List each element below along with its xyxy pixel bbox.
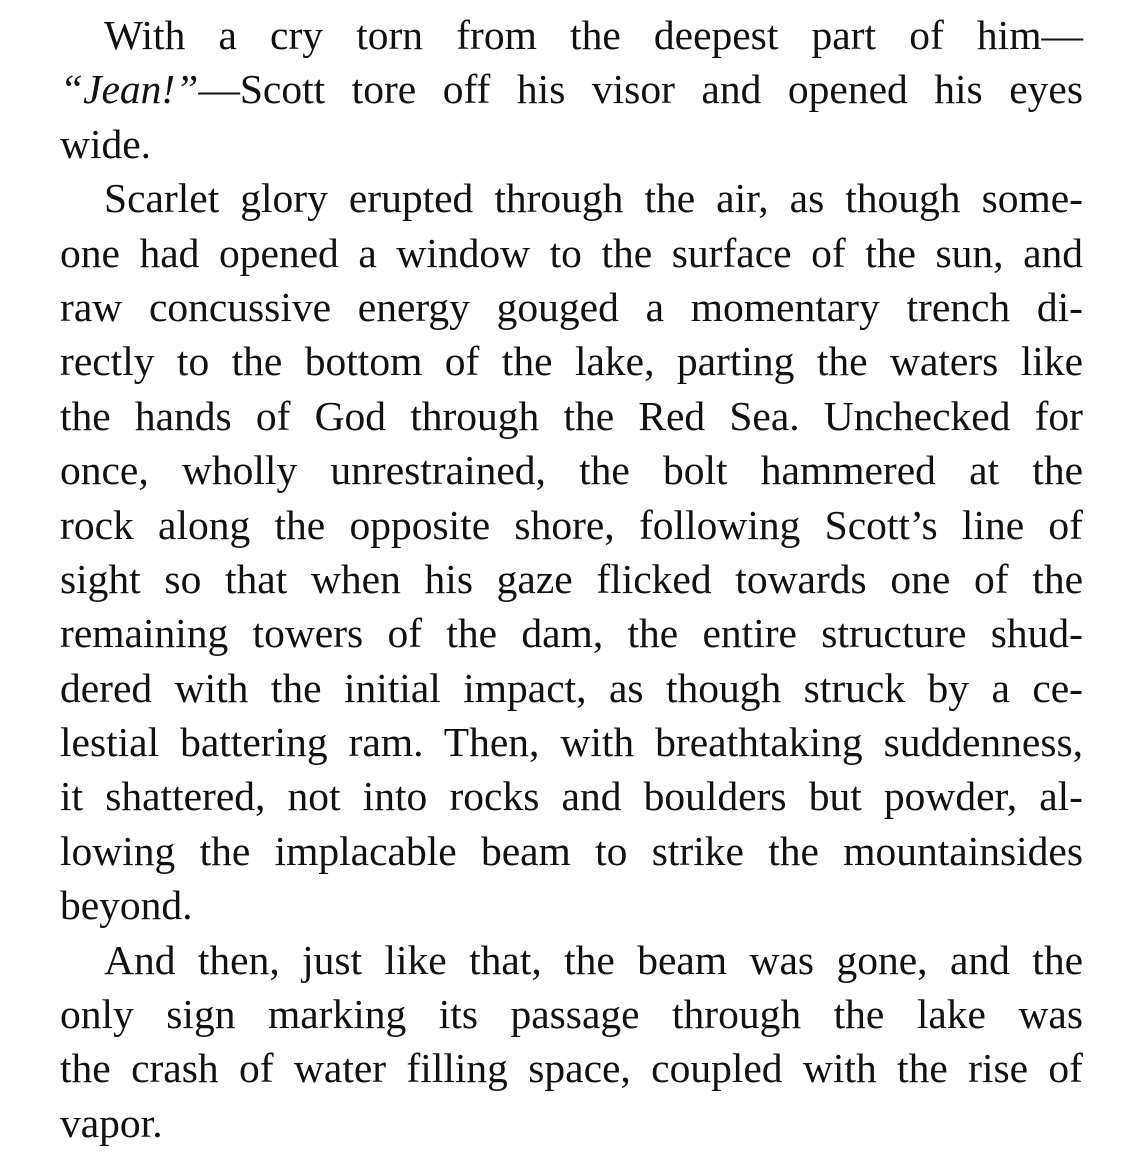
text-segment: it shattered, not into rocks and boulders but powder, al- <box>60 773 1083 820</box>
text-line <box>60 769 1083 823</box>
text-line <box>60 498 1083 552</box>
text-line <box>60 389 1083 443</box>
text-segment: With a cry torn from the deepest part of him— <box>104 12 1083 58</box>
text-line <box>60 334 1083 388</box>
text-line <box>60 1096 1083 1150</box>
text-line <box>60 8 1083 62</box>
text-segment: Scarlet glory erupted through the air, as though some- <box>104 175 1083 222</box>
text-segment-italic: “Jean!” <box>60 66 199 113</box>
text-segment: once, wholly unrestrained, the bolt hammered at the <box>60 447 1083 494</box>
text-segment: rectly to the bottom of the lake, parting the waters like <box>60 338 1083 385</box>
paragraph-3 <box>60 933 1083 1151</box>
text-segment: remaining towers of the dam, the entire structure shud- <box>60 610 1083 657</box>
text-segment: the hands of God through the Red Sea. Unchecked for <box>60 392 1083 439</box>
text-line <box>60 878 1083 932</box>
text-segment: only sign marking its passage through the lake was <box>60 991 1083 1038</box>
text-segment: And then, just like that, the beam was gone, and the <box>104 936 1083 983</box>
text-line <box>60 933 1083 987</box>
text-segment: —Scott tore off his visor and opened his eyes <box>198 66 1083 113</box>
text-segment: wide. <box>60 120 152 167</box>
text-line <box>60 117 1083 171</box>
text-line <box>60 606 1083 660</box>
text-segment: one had opened a window to the surface of the sun, and <box>60 229 1083 276</box>
text-line <box>60 552 1083 606</box>
text-line <box>60 715 1083 769</box>
text-segment: lowing the implacable beam to strike the mountainsides <box>60 827 1083 874</box>
text-line <box>60 62 1083 116</box>
text-line <box>60 1041 1083 1095</box>
text-line <box>60 824 1083 878</box>
text-line <box>60 661 1083 715</box>
paragraph-1 <box>60 8 1083 171</box>
text-segment: lestial battering ram. Then, with breathtaking suddenness, <box>60 719 1083 766</box>
text-segment: dered with the initial impact, as though struck by a ce- <box>60 664 1083 711</box>
text-line <box>60 226 1083 280</box>
text-line <box>60 171 1083 225</box>
text-line <box>60 443 1083 497</box>
text-segment: beyond. <box>60 882 193 929</box>
text-segment: vapor. <box>60 1099 163 1146</box>
text-line <box>60 280 1083 334</box>
text-line <box>60 987 1083 1041</box>
text-segment: the crash of water filling space, coupled with the rise of <box>60 1045 1083 1092</box>
paragraph-2 <box>60 171 1083 932</box>
text-segment: sight so that when his gaze flicked towards one of the <box>60 555 1083 602</box>
text-segment: rock along the opposite shore, following Scott’s line of <box>60 501 1083 548</box>
text-segment: raw concussive energy gouged a momentary trench di- <box>60 283 1083 330</box>
